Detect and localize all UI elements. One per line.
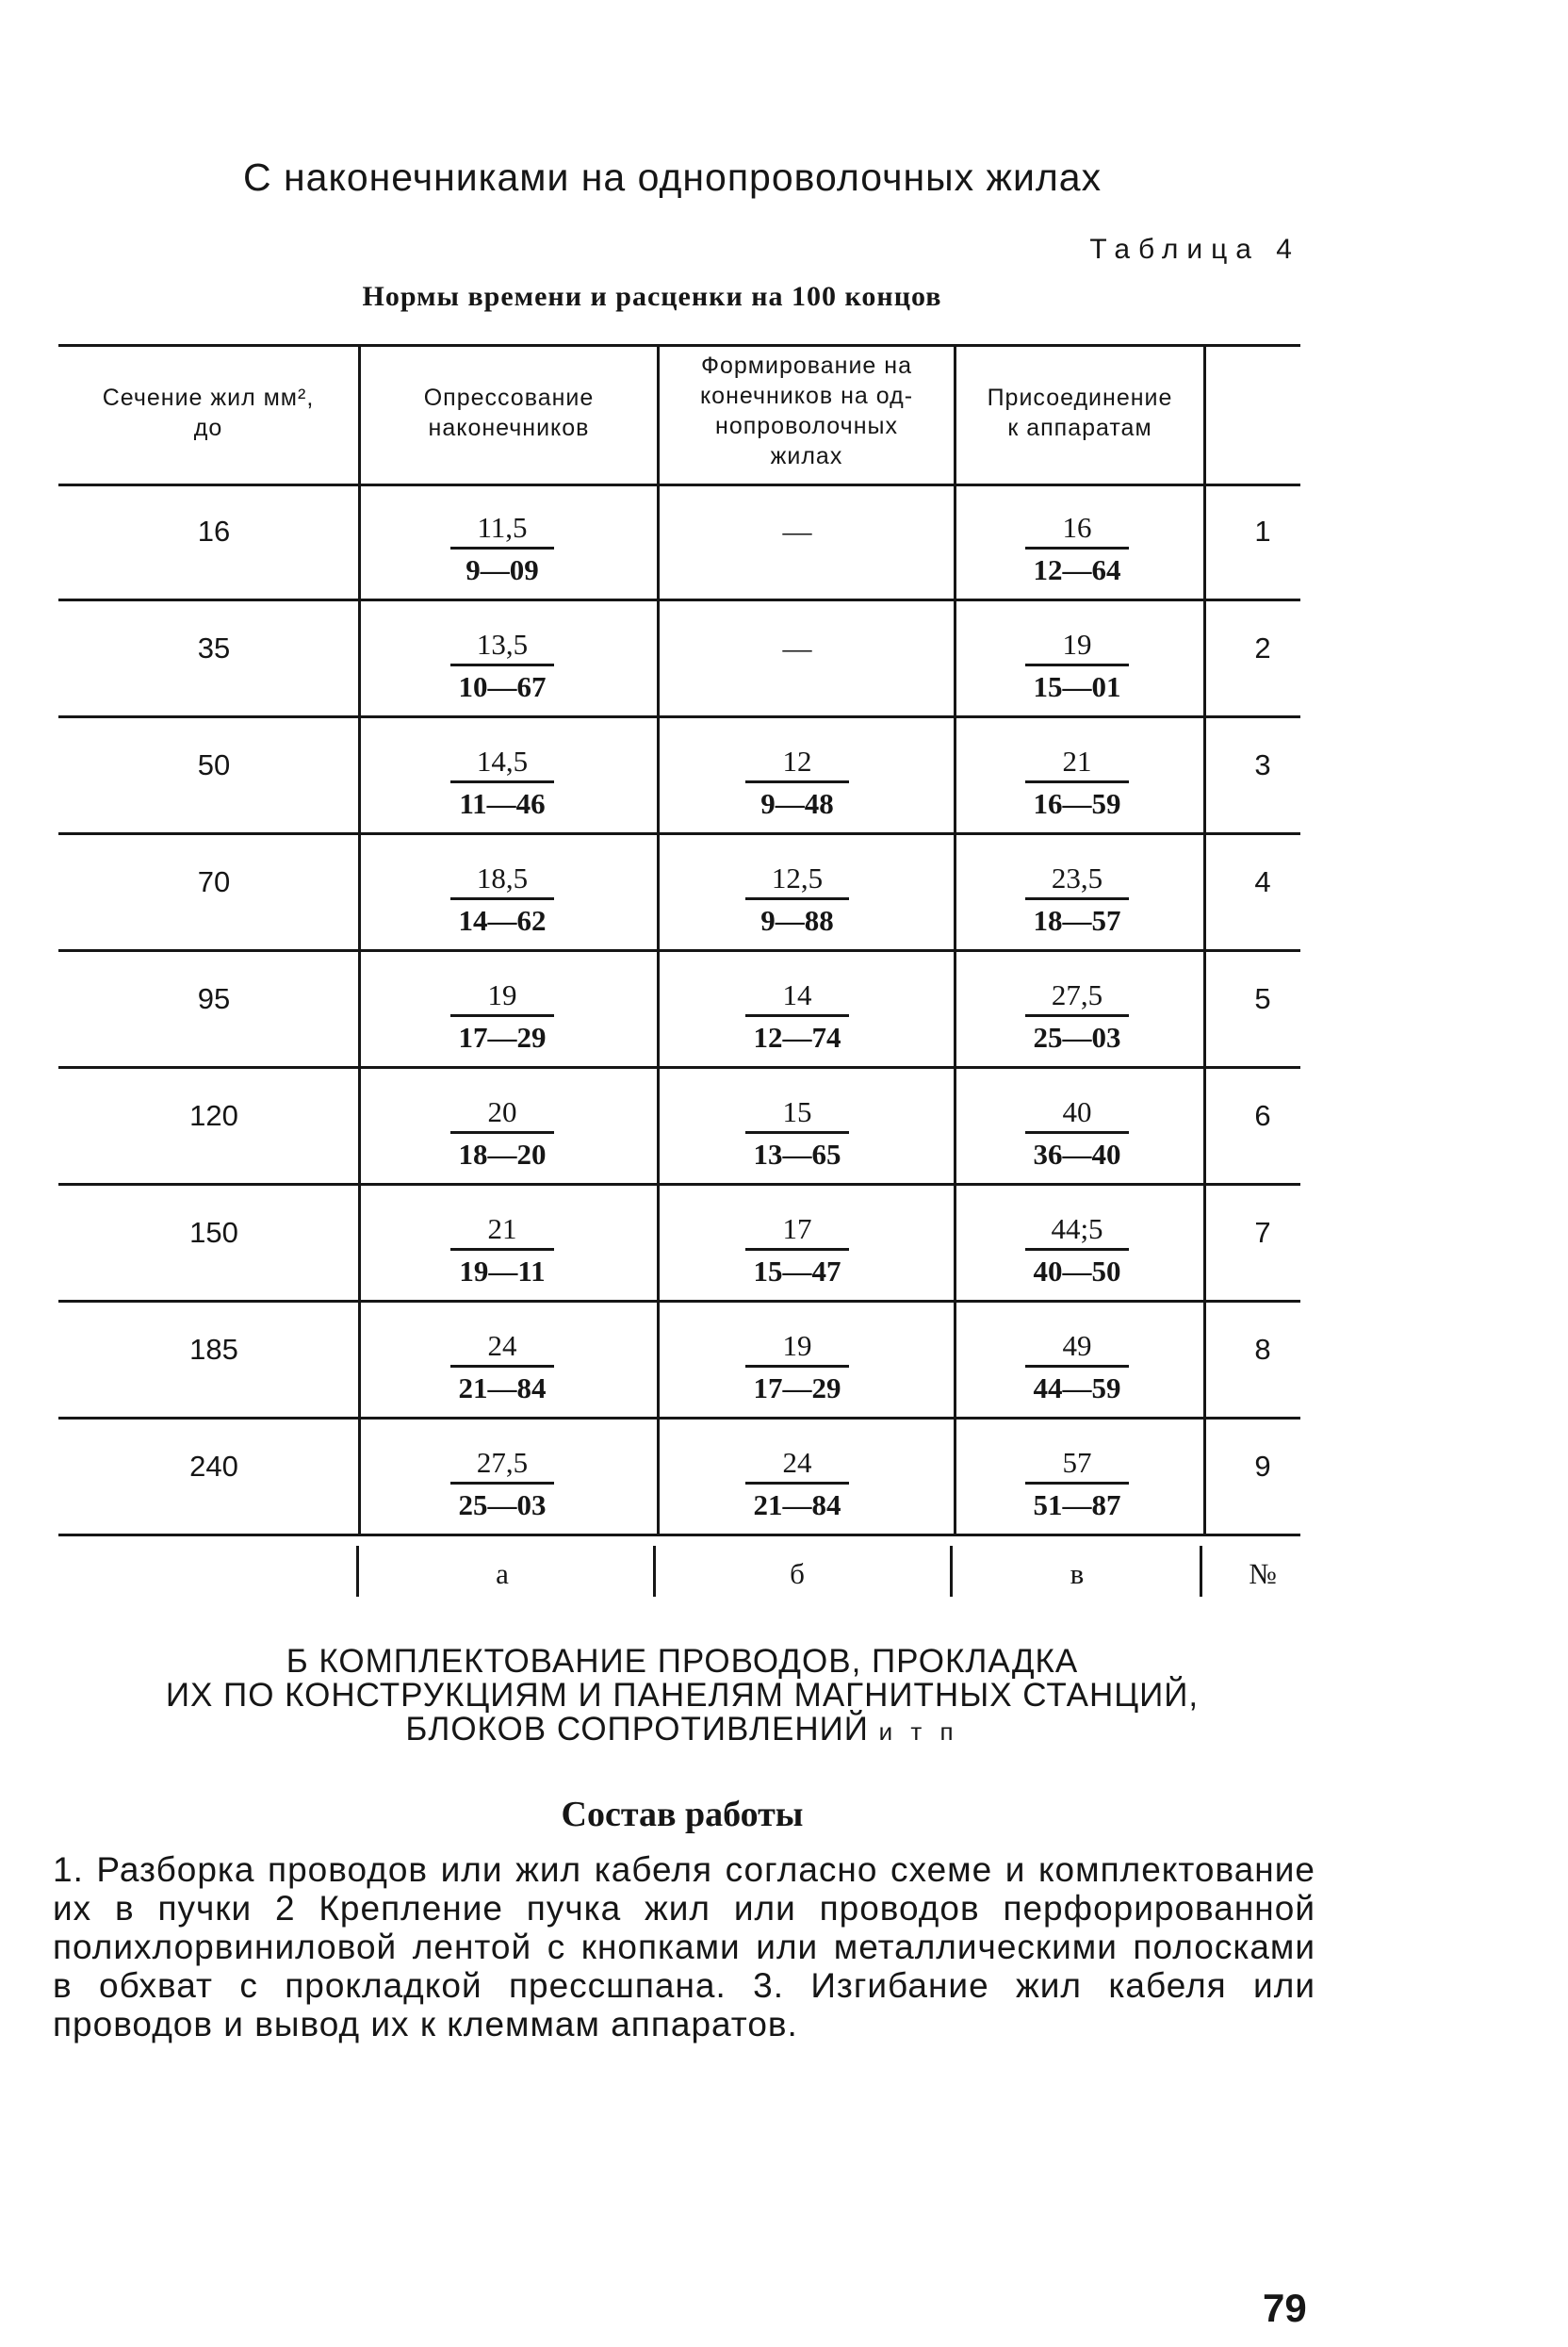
table-top-rule: [58, 344, 1300, 347]
table-caption: Нормы времени и расценки на 100 концов: [362, 281, 942, 312]
price-value: 36—40: [1033, 1138, 1121, 1171]
fraction-cell: [1011, 509, 1143, 591]
row-divider: [1203, 484, 1206, 599]
footer-divider: [653, 1546, 656, 1597]
cell-section: 16: [197, 515, 231, 548]
cell-section: 70: [197, 865, 231, 898]
row-divider: [1203, 1303, 1206, 1417]
fraction-cell: [731, 743, 863, 825]
cell-section: 35: [197, 632, 231, 665]
work-composition-text: 1. Разборка проводов или жил кабеля согласно схеме и комплектование их в пучки 2 Крепление пучка жил или проводов перфорированной полихлорвиниловой лентой с кнопками или металлическими полосками в обхват с прокладкой прессшпана. 3. Изгибание жил кабеля или проводов и вывод их к клеммам аппаратов.: [53, 1850, 1315, 2043]
work-composition-heading: Состав работы: [561, 1795, 804, 1834]
norm-value: 27,5: [1051, 978, 1103, 1011]
row-divider: [358, 1186, 361, 1300]
row-number: 6: [1254, 1099, 1271, 1132]
norm-value: 40: [1062, 1095, 1092, 1128]
fraction-cell: [1011, 1444, 1143, 1526]
cell-section: 150: [189, 1216, 238, 1249]
norm-value: 15: [782, 1095, 812, 1128]
norm-value: 20: [487, 1095, 517, 1128]
row-divider: [954, 718, 956, 832]
price-value: 12—74: [753, 1021, 841, 1054]
footer-divider: [356, 1546, 359, 1597]
section-title: Б КОМПЛЕКТОВАНИЕ ПРОВОДОВ, ПРОКЛАДКА ИХ ПО КОНСТРУКЦИЯМ И ПАНЕЛЯМ МАГНИТНЫХ СТАНЦИЙ, БЛОКОВ СОПРОТИВЛЕНИЙ и т п: [165, 1643, 1200, 1748]
row-divider: [954, 1303, 956, 1417]
row-divider: [657, 1420, 660, 1534]
norm-value: 24: [782, 1446, 812, 1479]
fraction-cell: [1011, 743, 1143, 825]
row-divider: [1203, 601, 1206, 715]
cell-section: 95: [197, 982, 231, 1015]
fraction-cell: [731, 1093, 863, 1175]
price-value: 21—84: [458, 1371, 547, 1404]
price-value: 25—03: [1033, 1021, 1121, 1054]
price-value: 9—48: [760, 787, 834, 820]
fraction-cell: [436, 509, 568, 591]
price-value: 9—09: [466, 553, 539, 586]
fraction-cell: [436, 743, 568, 825]
fraction-cell: [731, 1327, 863, 1409]
fraction-cell: [1011, 1093, 1143, 1175]
norm-value: 17: [782, 1212, 812, 1245]
norm-value: 12,5: [771, 862, 824, 894]
row-divider: [1203, 1186, 1206, 1300]
price-value: 21—84: [753, 1488, 841, 1521]
row-number: 1: [1254, 515, 1271, 548]
price-value: 25—03: [458, 1488, 547, 1521]
norm-value: 18,5: [476, 862, 529, 894]
price-value: 44—59: [1033, 1371, 1121, 1404]
fraction-cell: [731, 1444, 863, 1526]
fraction-cell: [1011, 626, 1143, 708]
row-rule: [58, 1534, 1300, 1536]
price-value: 16—59: [1033, 787, 1121, 820]
section-title-suffix: и т п: [878, 1717, 959, 1746]
col-header-section: Сечение жил мм², до: [102, 385, 315, 441]
row-divider: [657, 952, 660, 1066]
row-number: 7: [1254, 1216, 1271, 1249]
col-header-forming: Формирование на конечников на од- нопроволочных жилах: [699, 353, 914, 469]
row-rule: [58, 1066, 1300, 1069]
col-header-crimping: Опрессование наконечников: [423, 385, 595, 441]
row-rule: [58, 599, 1300, 601]
row-divider: [1203, 718, 1206, 832]
row-number: 3: [1254, 748, 1271, 781]
footer-divider: [950, 1546, 953, 1597]
row-rule: [58, 1183, 1300, 1186]
row-divider: [954, 1069, 956, 1183]
price-value: 18—20: [458, 1138, 547, 1171]
fraction-cell: [1011, 1210, 1143, 1292]
price-value: 11—46: [459, 787, 546, 820]
row-divider: [358, 718, 361, 832]
row-number: 2: [1254, 632, 1271, 665]
row-number: 9: [1254, 1450, 1271, 1483]
norm-value: 14,5: [476, 745, 529, 778]
price-value: 51—87: [1033, 1488, 1121, 1521]
footer-label-no: №: [1249, 1557, 1277, 1590]
price-value: 17—29: [753, 1371, 841, 1404]
row-divider: [954, 952, 956, 1066]
row-divider: [954, 1420, 956, 1534]
footer-label-b: б: [790, 1557, 805, 1590]
row-divider: [1203, 1069, 1206, 1183]
header-divider: [1203, 344, 1206, 485]
row-rule: [58, 832, 1300, 835]
row-rule: [58, 715, 1300, 718]
fraction-cell: [436, 860, 568, 942]
fraction-cell: [436, 1093, 568, 1175]
row-divider: [657, 1069, 660, 1183]
row-divider: [657, 835, 660, 949]
row-divider: [954, 835, 956, 949]
cell-section: 240: [189, 1450, 238, 1483]
fraction-cell: [436, 1210, 568, 1292]
row-divider: [954, 1186, 956, 1300]
table-number: Таблица 4: [1089, 234, 1300, 265]
price-value: 18—57: [1033, 904, 1121, 937]
norm-value: 11,5: [477, 511, 528, 544]
row-divider: [358, 1420, 361, 1534]
row-divider: [657, 718, 660, 832]
fraction-cell: [436, 977, 568, 1059]
row-divider: [657, 484, 660, 599]
row-divider: [358, 835, 361, 949]
row-divider: [358, 952, 361, 1066]
price-value: 15—47: [753, 1255, 841, 1288]
price-value: 12—64: [1033, 553, 1121, 586]
norm-value: 21: [487, 1212, 517, 1245]
price-value: 9—88: [760, 904, 834, 937]
empty-cell: —: [782, 515, 812, 548]
norm-value: 16: [1062, 511, 1092, 544]
footer-label-a: а: [496, 1557, 509, 1590]
norm-value: 57: [1062, 1446, 1092, 1479]
price-value: 40—50: [1033, 1255, 1121, 1288]
fraction-cell: [1011, 860, 1143, 942]
row-divider: [358, 484, 361, 599]
price-value: 15—01: [1033, 670, 1121, 703]
row-rule: [58, 949, 1300, 952]
row-divider: [657, 1303, 660, 1417]
cell-section: 185: [189, 1333, 238, 1366]
cell-section: 50: [197, 748, 231, 781]
norm-value: 19: [487, 978, 517, 1011]
footer-label-c: в: [1070, 1557, 1085, 1590]
norm-value: 23,5: [1051, 862, 1103, 894]
norm-value: 19: [1062, 628, 1092, 661]
page-heading: С наконечниками на однопроволочных жилах: [243, 156, 1102, 199]
row-divider: [657, 601, 660, 715]
row-divider: [954, 601, 956, 715]
norm-value: 27,5: [476, 1446, 529, 1479]
fraction-cell: [731, 860, 863, 942]
price-value: 13—65: [753, 1138, 841, 1171]
row-rule: [58, 1300, 1300, 1303]
fraction-cell: [1011, 977, 1143, 1059]
row-number: 5: [1254, 982, 1271, 1015]
fraction-cell: [436, 1444, 568, 1526]
row-divider: [1203, 835, 1206, 949]
page-number: 79: [1263, 2286, 1307, 2330]
row-divider: [358, 1303, 361, 1417]
fraction-cell: [1011, 1327, 1143, 1409]
norm-value: 12: [782, 745, 812, 778]
col-header-connecting: Присоединение к аппаратам: [987, 385, 1173, 441]
row-number: 8: [1254, 1333, 1271, 1366]
fraction-cell: [436, 626, 568, 708]
price-value: 10—67: [458, 670, 547, 703]
row-divider: [1203, 1420, 1206, 1534]
norm-value: 14: [782, 978, 812, 1011]
row-divider: [1203, 952, 1206, 1066]
price-value: 14—62: [458, 904, 547, 937]
row-divider: [657, 1186, 660, 1300]
norm-value: 24: [487, 1329, 517, 1362]
row-number: 4: [1254, 865, 1271, 898]
row-divider: [358, 1069, 361, 1183]
fraction-cell: [436, 1327, 568, 1409]
table-header-rule: [58, 484, 1300, 486]
fraction-cell: [731, 1210, 863, 1292]
empty-cell: —: [782, 632, 812, 665]
row-rule: [58, 1417, 1300, 1420]
norm-value: 13,5: [476, 628, 529, 661]
price-value: 17—29: [458, 1021, 547, 1054]
row-divider: [358, 601, 361, 715]
fraction-cell: [731, 977, 863, 1059]
price-value: 19—11: [459, 1255, 546, 1288]
norm-value: 21: [1062, 745, 1092, 778]
cell-section: 120: [189, 1099, 238, 1132]
norm-value: 49: [1062, 1329, 1092, 1362]
row-divider: [954, 484, 956, 599]
norm-value: 19: [782, 1329, 812, 1362]
norm-value: 44;5: [1051, 1212, 1103, 1245]
footer-divider: [1200, 1546, 1202, 1597]
